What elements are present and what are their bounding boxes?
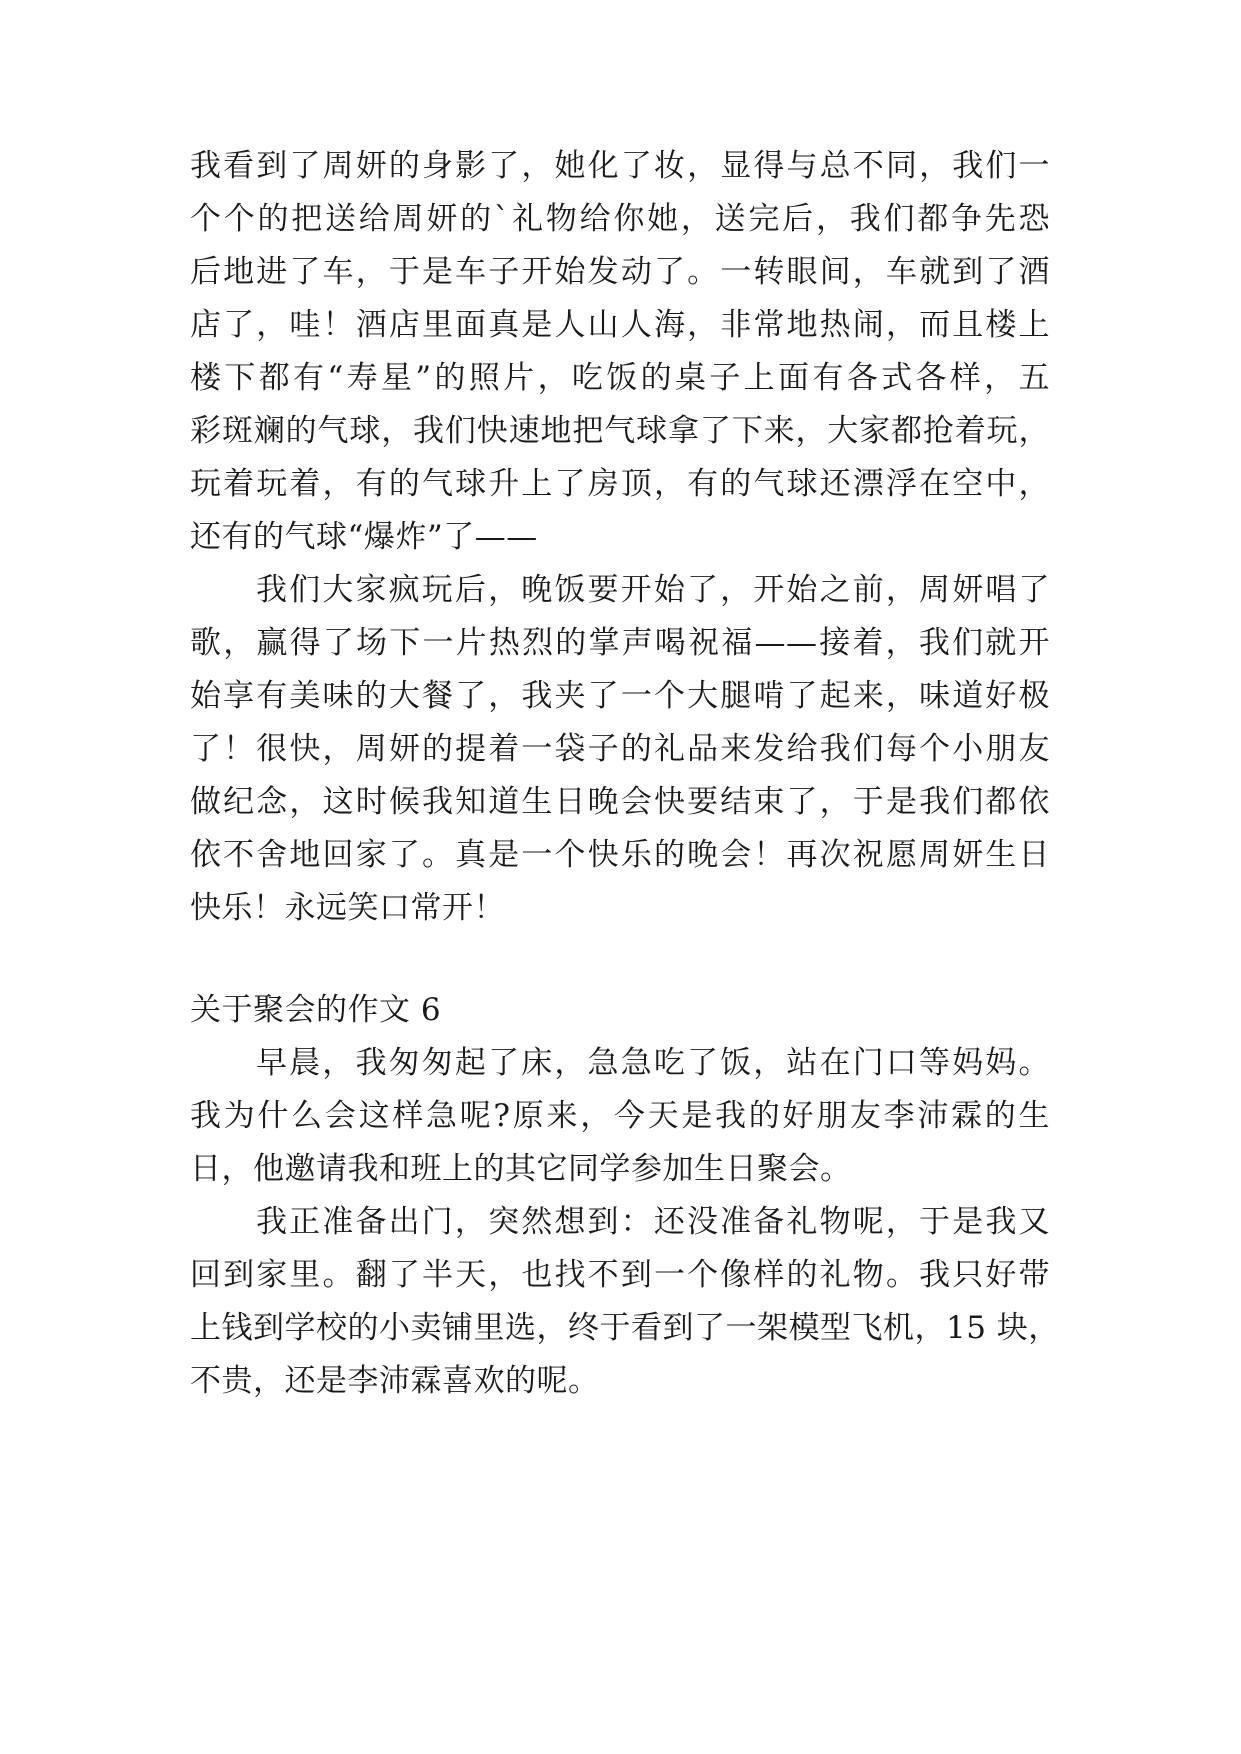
paragraph-line: 做纪念，这时候我知道生日晚会快要结束了，于是我们都依 [190,784,1050,820]
paragraph-line: 不贵，还是李沛霖喜欢的呢。 [190,1363,600,1399]
paragraph-first-line: 我正准备出门，突然想到：还没准备礼物呢，于是我又 [256,1204,1050,1240]
paragraph-line: 个个的把送给周妍的`礼物给你她，送完后，我们都争先恐 [190,201,1050,237]
paragraph-line: 上钱到学校的小卖铺里选，终于看到了一架模型飞机，15 块， [190,1310,1060,1346]
paragraph-line: 始享有美味的大餐了，我夹了一个大腿啃了起来，味道好极 [190,678,1050,714]
paragraph-line: 歌，赢得了场下一片热烈的掌声喝祝福——接着，我们就开 [190,625,1050,661]
paragraph-line: 回到家里。翻了半天，也找不到一个像样的礼物。我只好带 [190,1257,1050,1293]
paragraph-first-line: 早晨，我匆匆起了床，急急吃了饭，站在门口等妈妈。 [256,1045,1050,1081]
paragraph-line: 彩斑斓的气球，我们快速地把气球拿了下来，大家都抢着玩， [190,413,1050,449]
paragraph-first-line: 我们大家疯玩后，晚饭要开始了，开始之前，周妍唱了 [256,572,1050,608]
paragraph-line: 我为什么会这样急呢?原来，今天是我的好朋友李沛霖的生 [190,1098,1050,1134]
paragraph-line: 后地进了车，于是车子开始发动了。一转眼间，车就到了酒 [190,254,1050,290]
paragraph-line: 我看到了周妍的身影了，她化了妆，显得与总不同，我们一 [190,148,1050,184]
paragraph-line: 还有的气球“爆炸”了—— [190,519,538,555]
paragraph-line: 依不舍地回家了。真是一个快乐的晚会！再次祝愿周妍生日 [190,837,1050,873]
paragraph-line: 玩着玩着，有的气球升上了房顶，有的气球还漂浮在空中， [190,466,1050,502]
paragraph-line: 店了，哇！酒店里面真是人山人海，非常地热闹，而且楼上 [190,307,1050,343]
essay-title: 关于聚会的作文 6 [190,992,442,1028]
paragraph-line: 快乐！永远笑口常开！ [190,890,505,926]
paragraph-line: 日，他邀请我和班上的其它同学参加生日聚会。 [190,1151,852,1187]
paragraph-line: 了！很快，周妍的提着一袋子的礼品来发给我们每个小朋友 [190,731,1050,767]
paragraph-line: 楼下都有“寿星”的照片，吃饭的桌子上面有各式各样，五 [190,360,1050,396]
